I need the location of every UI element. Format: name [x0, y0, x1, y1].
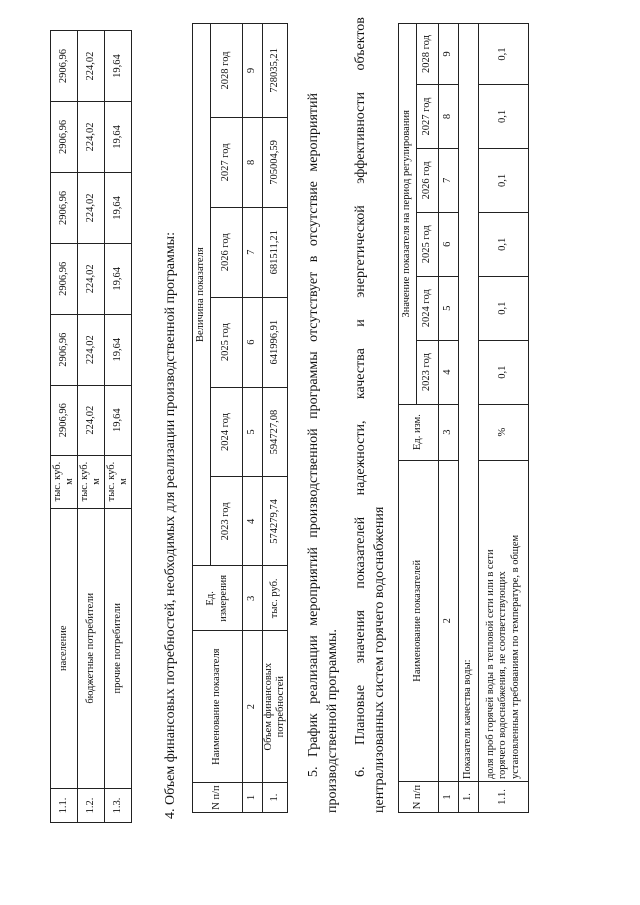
row-unit: тыс. куб. м	[78, 455, 105, 508]
index-cell: 7	[243, 207, 263, 297]
header-group: Значение показателя на период регулирования	[399, 24, 417, 405]
value-cell: 641996,91	[263, 297, 288, 387]
header-num: N п/п	[399, 782, 439, 813]
index-cell: 5	[439, 276, 459, 340]
header-name: Наименование показателей	[399, 460, 439, 782]
index-cell: 1	[439, 782, 459, 813]
value-cell: 19,64	[105, 314, 132, 385]
table-row	[105, 31, 132, 823]
row-name	[479, 460, 529, 782]
row-name-line: установленным требованиям по температуре, в общем	[509, 534, 521, 780]
row-name: население	[51, 508, 78, 789]
row-number: 1.2.	[78, 789, 105, 823]
index-cell: 9	[439, 24, 459, 85]
group-number: 1.	[459, 782, 479, 813]
value-cell: 2906,96	[51, 31, 78, 102]
row-unit: тыс. куб. м	[105, 455, 132, 508]
index-cell: 6	[243, 297, 263, 387]
row-unit: тыс. куб. м	[51, 455, 78, 508]
section-5-text-cont: производственной программы.	[325, 629, 340, 813]
index-cell: 3	[243, 566, 263, 631]
section-5-text: 5. График реализации мероприятий производственной программы отсутствует в отсутствие мероприятий	[306, 93, 321, 777]
row-number: 1.3.	[105, 789, 132, 823]
section-6-text-cont: централизованных систем горячего водоснабжения	[372, 506, 387, 813]
year-header: 2026 год	[211, 207, 243, 297]
header-unit: Ед. измерения	[193, 566, 243, 631]
value-cell: 19,64	[105, 102, 132, 173]
financial-needs-table	[192, 23, 288, 813]
table-row	[479, 24, 529, 813]
value-cell: 0,1	[479, 212, 529, 276]
year-header: 2025 год	[211, 297, 243, 387]
index-cell: 3	[439, 404, 459, 460]
value-cell: 224,02	[78, 102, 105, 173]
year-header: 2028 год	[417, 24, 439, 85]
table-row	[51, 31, 78, 823]
index-cell: 9	[243, 24, 263, 118]
index-cell: 4	[243, 477, 263, 566]
year-header: 2023 год	[417, 340, 439, 404]
index-cell: 4	[439, 340, 459, 404]
index-cell: 2	[439, 460, 459, 782]
year-header: 2027 год	[211, 117, 243, 207]
index-cell: 7	[439, 148, 459, 212]
index-cell: 6	[439, 212, 459, 276]
table-row	[78, 31, 105, 823]
row-name: Объем финансовых потребностей	[263, 631, 288, 783]
value-cell: 224,02	[78, 314, 105, 385]
value-cell: 2906,96	[51, 385, 78, 455]
row-number: 1.	[263, 783, 288, 813]
group-label: Показатели качества воды:	[459, 24, 479, 782]
value-cell: 19,64	[105, 31, 132, 102]
row-number: 1.1.	[51, 789, 78, 823]
year-header: 2024 год	[211, 387, 243, 477]
header-num: N п/п	[193, 783, 243, 813]
row-name-line: горячего водоснабжения, не соответствующих	[497, 571, 509, 780]
row-unit: %	[479, 404, 529, 460]
header-unit: Ед. изм.	[399, 404, 439, 460]
value-cell: 0,1	[479, 276, 529, 340]
header-group: Величина показателя	[193, 24, 211, 566]
group-row	[459, 24, 479, 813]
year-header: 2027 год	[417, 84, 439, 148]
index-cell: 8	[243, 117, 263, 207]
section-6-text: 6. Плановые значения показателей надежности, качества и энергетической эффективности объектов	[353, 17, 368, 777]
row-name: прочие потребители	[105, 508, 132, 789]
value-cell: 574279,74	[263, 477, 288, 566]
value-cell: 2906,96	[51, 102, 78, 173]
consumption-table	[50, 30, 132, 823]
year-header: 2023 год	[211, 477, 243, 566]
row-unit: тыс. руб.	[263, 566, 288, 631]
value-cell: 224,02	[78, 31, 105, 102]
value-cell: 224,02	[78, 172, 105, 243]
value-cell: 19,64	[105, 172, 132, 243]
value-cell: 224,02	[78, 385, 105, 455]
value-cell: 19,64	[105, 243, 132, 314]
index-cell: 1	[243, 783, 263, 813]
value-cell: 2906,96	[51, 314, 78, 385]
value-cell: 224,02	[78, 243, 105, 314]
value-cell: 2906,96	[51, 243, 78, 314]
value-cell: 0,1	[479, 148, 529, 212]
index-cell: 5	[243, 387, 263, 477]
year-header: 2028 год	[211, 24, 243, 118]
value-cell: 0,1	[479, 340, 529, 404]
row-number: 1.1.	[479, 782, 529, 813]
value-cell: 728035,21	[263, 24, 288, 118]
value-cell: 705004,59	[263, 117, 288, 207]
value-cell: 2906,96	[51, 172, 78, 243]
row-name-line: доля проб горячей воды в тепловой сети или в сети	[485, 549, 497, 780]
year-header: 2025 год	[417, 212, 439, 276]
value-cell: 681511,21	[263, 207, 288, 297]
section-4-heading: 4. Объем финансовых потребностей, необходимых для реализации производственной программы:	[163, 232, 178, 819]
value-cell: 0,1	[479, 24, 529, 85]
value-cell: 0,1	[479, 84, 529, 148]
row-name: бюджетные потребители	[78, 508, 105, 789]
quality-indicators-table	[398, 23, 529, 813]
value-cell: 594727,08	[263, 387, 288, 477]
table-row	[263, 24, 288, 813]
index-cell: 2	[243, 631, 263, 783]
index-cell: 8	[439, 84, 459, 148]
header-name: Наименование показателя	[193, 631, 243, 783]
year-header: 2026 год	[417, 148, 439, 212]
value-cell: 19,64	[105, 385, 132, 455]
year-header: 2024 год	[417, 276, 439, 340]
